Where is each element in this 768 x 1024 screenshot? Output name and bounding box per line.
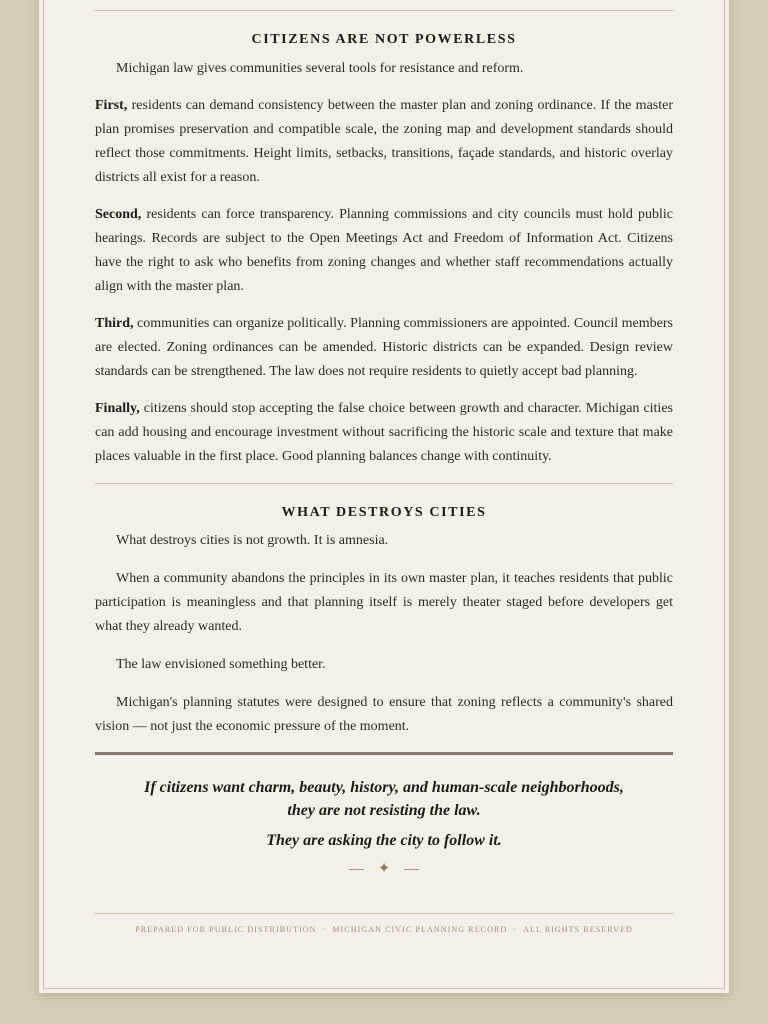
paragraph-abandons: When a community abandons the principles in its own master plan, it teaches residents that public participation is meaningless and that planning itself is merely theater staged before developers get what they already wanted. bbox=[95, 571, 673, 634]
footer-separator: · bbox=[322, 925, 327, 934]
ornament-dash-left bbox=[349, 869, 364, 870]
paragraph-text: residents can force transparency. Planning commissions and city councils must hold public hearings. Records are subject to the Open Meetings Act and Freedom of Information Act. Citizens have the right to ask who benefits from zoning changes and whether staff recommendations actually align with the master plan. bbox=[95, 207, 673, 294]
footer-item-distribution: PREPARED FOR PUBLIC DISTRIBUTION bbox=[135, 925, 317, 934]
closing-line-1: If citizens want charm, beauty, history, and human-scale neighborhoods, bbox=[144, 779, 624, 796]
paragraph-text: citizens should stop accepting the false choice between growth and character. Michigan cities can add housing and encourage investment without sacrificing the historic scale and texture that make places valuable in the first place. Good planning balances change with continuity. bbox=[95, 401, 673, 464]
paragraph-finally bbox=[95, 397, 673, 469]
paragraph-amnesia: What destroys cities is not growth. It is amnesia. bbox=[116, 533, 389, 548]
paragraph-lead: First, bbox=[95, 98, 128, 113]
footer bbox=[95, 925, 673, 934]
paragraph-lead: Second, bbox=[95, 207, 142, 222]
paragraph-lead: Third, bbox=[95, 316, 134, 331]
section-divider bbox=[95, 10, 673, 11]
section-heading-destroys: WHAT DESTROYS CITIES bbox=[281, 505, 487, 520]
paragraph-second bbox=[95, 203, 673, 299]
section-intro: Michigan law gives communities several tools for resistance and reform. bbox=[116, 61, 524, 76]
closing-line-2: they are not resisting the law. bbox=[287, 802, 481, 819]
footer-item-rights: ALL RIGHTS RESERVED bbox=[523, 925, 633, 934]
paragraph-first bbox=[95, 94, 673, 190]
section-divider bbox=[95, 483, 673, 484]
paragraph-statutes: Michigan's planning statutes were designed to ensure that zoning reflects a community's shared vision — not just the economic pressure of the moment. bbox=[95, 695, 673, 734]
closing-quote bbox=[95, 776, 673, 822]
document-sheet bbox=[39, 0, 729, 993]
footer-separator: · bbox=[513, 925, 518, 934]
paragraph-lead: Finally, bbox=[95, 401, 140, 416]
paragraph-text: residents can demand consistency between the master plan and zoning ordinance. If the master plan promises preservation and compatible scale, the zoning map and development standards should reflect those commitments. Height limits, setbacks, transitions, façade standards, and historic overlay districts all exist for a reason. bbox=[95, 98, 673, 185]
section-heading-citizens: CITIZENS ARE NOT POWERLESS bbox=[251, 32, 517, 47]
footer-divider bbox=[95, 913, 673, 914]
ornament-star-icon: ✦ bbox=[377, 861, 391, 877]
paragraph-text: communities can organize politically. Planning commissioners are appointed. Council members are elected. Zoning ordinances can be amended. Historic districts can be expanded. Design review standards can be strengthened. The law does not require residents to quietly accept bad planning. bbox=[95, 316, 673, 379]
closing-divider bbox=[95, 752, 673, 755]
paragraph-third bbox=[95, 312, 673, 384]
footer-item-record: MICHIGAN CIVIC PLANNING RECORD bbox=[332, 925, 508, 934]
ornament-dash-right bbox=[404, 869, 419, 870]
paragraph-envisioned: The law envisioned something better. bbox=[116, 657, 326, 672]
closing-line-3: They are asking the city to follow it. bbox=[266, 832, 502, 849]
ornament-divider bbox=[95, 859, 673, 879]
document-body bbox=[95, 0, 673, 934]
